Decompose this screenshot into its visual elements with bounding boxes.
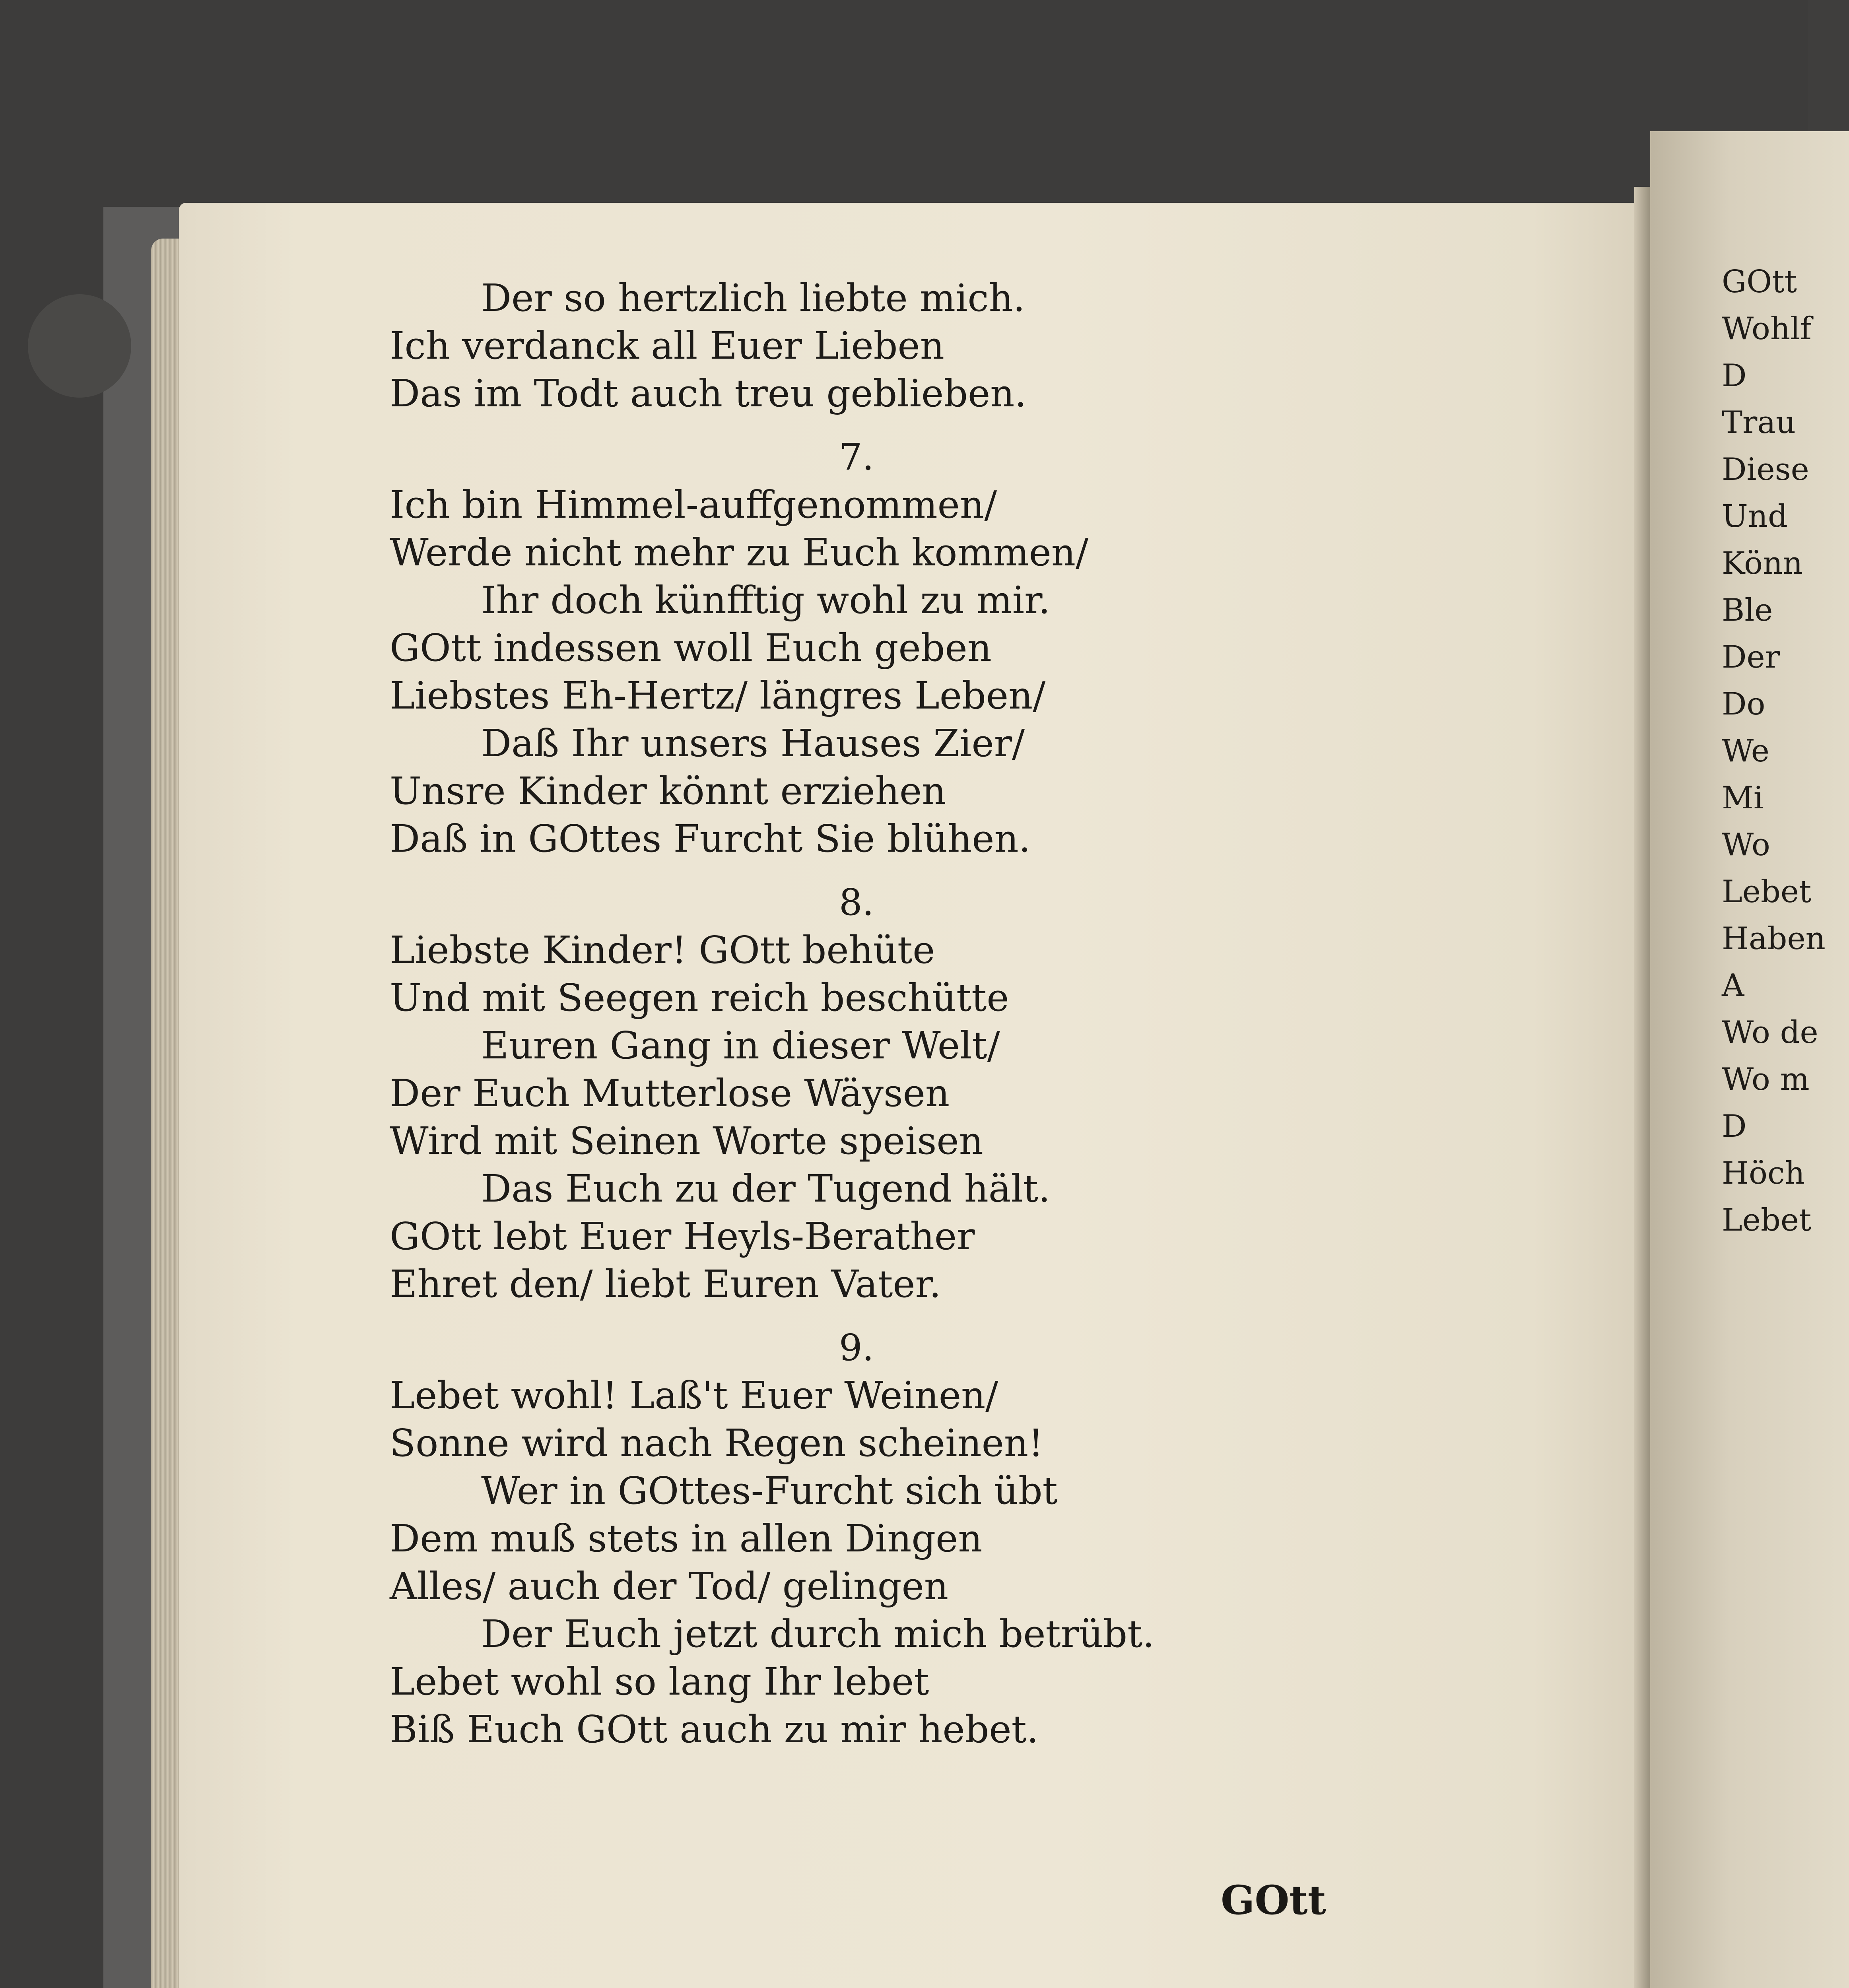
right-page-fragment: D	[1722, 1109, 1747, 1144]
right-page-fragment: Höch	[1722, 1155, 1805, 1191]
verse-line: Daß in GOttes Furcht Sie blühen.	[390, 817, 1031, 861]
verse-line: Ich verdanck all Euer Lieben	[390, 324, 944, 368]
verse-line: Dem muß stets in allen Dingen	[390, 1517, 983, 1561]
verse-line: Alles/ auch der Tod/ gelingen	[390, 1565, 949, 1608]
verse-number: 7.	[839, 436, 874, 478]
right-page-fragment: Diese	[1722, 452, 1809, 487]
verse-line: Ehret den/ liebt Euren Vater.	[390, 1262, 941, 1306]
verse-line: Daß Ihr unsers Hauses Zier/	[481, 722, 1025, 765]
verse-line: Und mit Seegen reich beschütte	[390, 976, 1009, 1020]
right-page-fragment: Der	[1722, 639, 1780, 675]
verse-line: Euren Gang in dieser Welt/	[481, 1024, 1000, 1068]
right-page-fragment: D	[1722, 358, 1747, 394]
verse-line: Biß Euch GOtt auch zu mir hebet.	[390, 1708, 1039, 1751]
right-page-fragment: Wo de	[1722, 1015, 1818, 1050]
verse-line: Wird mit Seinen Worte speisen	[390, 1119, 983, 1163]
right-page-fragment: Lebet	[1722, 874, 1812, 910]
verse-number: 9.	[839, 1326, 874, 1369]
right-page-fragment: Do	[1722, 686, 1765, 722]
verse-line: Wer in GOttes-Furcht sich übt	[481, 1469, 1058, 1513]
right-page-fragment: Wo	[1722, 827, 1770, 863]
verse-line: Lebet wohl so lang Ihr lebet	[390, 1660, 929, 1704]
right-page-text	[1722, 258, 1826, 1244]
verse-line: Ihr doch künfftig wohl zu mir.	[481, 579, 1051, 622]
verse-line: Liebstes Eh-Hertz/ längres Leben/	[390, 674, 1046, 718]
right-page-fragment: GOtt	[1722, 264, 1797, 300]
verse-spacer	[390, 1308, 1384, 1324]
right-page-fragment: Trau	[1722, 405, 1796, 441]
verse-number: 8.	[839, 881, 874, 924]
verse-line: Das im Todt auch treu geblieben.	[390, 372, 1027, 415]
right-page-fragment: Lebet	[1722, 1202, 1812, 1238]
verse-line: Lebet wohl! Laß't Euer Weinen/	[390, 1374, 998, 1417]
right-page-fragment: We	[1722, 733, 1769, 769]
verse-line: Der so hertzlich liebte mich.	[481, 276, 1025, 320]
verse-spacer	[390, 863, 1384, 879]
verse-line: GOtt indessen woll Euch geben	[390, 626, 992, 670]
verse-line: Unsre Kinder könnt erziehen	[390, 769, 946, 813]
verse-line: Das Euch zu der Tugend hält.	[481, 1167, 1051, 1211]
verse-line: Werde nicht mehr zu Euch kommen/	[390, 531, 1089, 575]
catchword: GOtt	[1221, 1877, 1326, 1924]
right-page-fragment: Ble	[1722, 592, 1773, 628]
verse-line: GOtt lebt Euer Heyls-Berather	[390, 1215, 975, 1258]
right-page-fragment: A	[1722, 968, 1744, 1004]
right-page-fragment: Wo m	[1722, 1062, 1810, 1097]
poem-text	[390, 274, 1384, 1753]
right-page-fragment: Mi	[1722, 780, 1764, 816]
right-page-fragment: Könn	[1722, 546, 1803, 581]
verse-line: Sonne wird nach Regen scheinen!	[390, 1421, 1044, 1465]
right-page-fragment: Und	[1722, 499, 1788, 534]
verse-line: Der Euch Mutterlose Wäysen	[390, 1072, 950, 1115]
verse-line: Liebste Kinder! GOtt behüte	[390, 928, 935, 972]
backdrop-disc	[28, 294, 131, 398]
right-page-fragment: Wohlf	[1722, 311, 1812, 347]
verse-line: Der Euch jetzt durch mich betrübt.	[481, 1612, 1155, 1656]
verse-spacer	[390, 417, 1384, 433]
right-page-fragment: Haben	[1722, 921, 1826, 957]
verse-line: Ich bin Himmel-auffgenommen/	[390, 483, 997, 527]
